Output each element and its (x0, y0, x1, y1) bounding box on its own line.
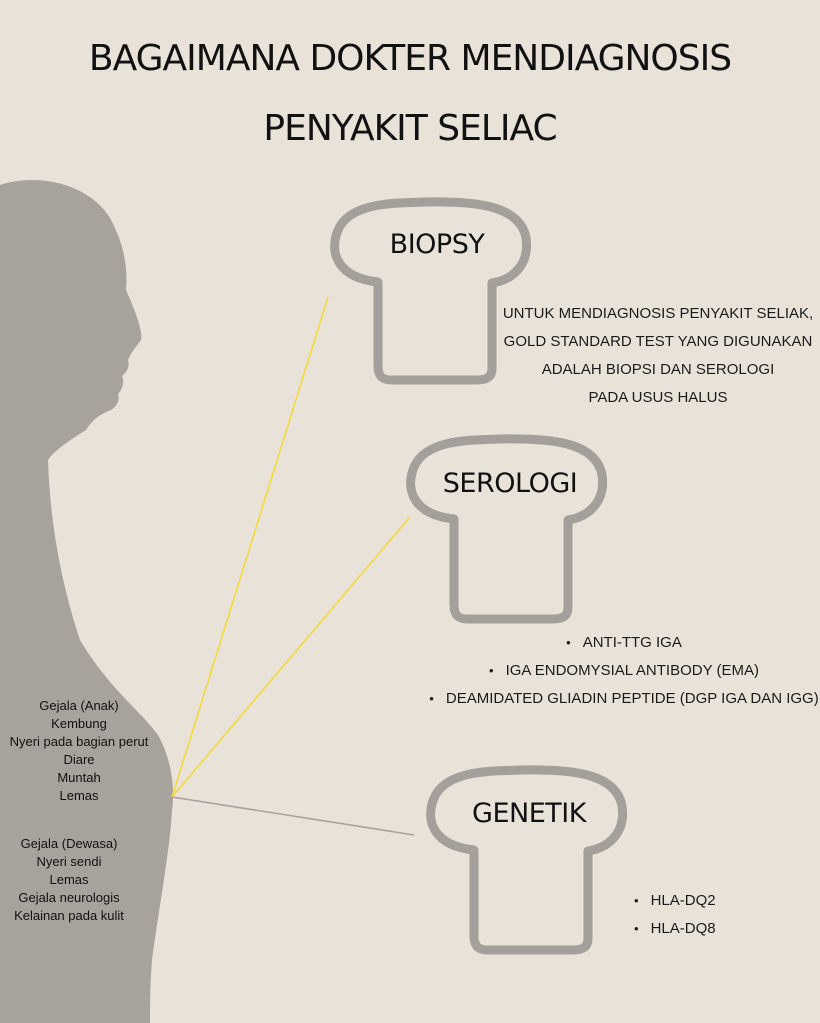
child-symptom-item: Lemas (59, 788, 99, 803)
genetik-label: GENETIK (472, 798, 586, 829)
connector-line-genetik (172, 797, 414, 835)
genetik-list-item: • HLA-DQ8 (634, 915, 716, 943)
adult-symptom-item: Nyeri sendi (36, 854, 102, 869)
serologi-label: SEROLOGI (442, 468, 578, 499)
adult-symptom-item: Gejala neurologis (18, 890, 120, 905)
adult-symptom-item: Lemas (49, 872, 89, 887)
genetik-list (634, 887, 716, 943)
adult-symptom-heading: Gejala (Dewasa) (20, 836, 118, 851)
page-title-line-1: BAGAIMANA DOKTER MENDIAGNOSIS (88, 38, 732, 79)
biopsy-description-line: ADALAH BIOPSI DAN SEROLOGI (541, 361, 775, 378)
biopsy-description-line: PADA USUS HALUS (588, 389, 728, 406)
page-title-line-2: PENYAKIT SELIAC (263, 108, 557, 149)
biopsy-description-line: GOLD STANDARD TEST YANG DIGUNAKAN (503, 333, 813, 350)
child-symptom-item: Diare (63, 752, 95, 767)
child-symptom-heading: Gejala (Anak) (39, 698, 119, 713)
serologi-list-item: • IGA ENDOMYSIAL ANTIBODY (EMA) (428, 657, 820, 685)
child-symptom-item: Nyeri pada bagian perut (9, 734, 149, 749)
serologi-list-item: • ANTI-TTG IGA (428, 629, 820, 657)
connector-line-serologi (172, 517, 410, 797)
serologi-list-item: • DEAMIDATED GLIADIN PEPTIDE (DGP IGA DAN IGG) (428, 685, 820, 713)
biopsy-description (496, 300, 820, 412)
adult-symptom-item: Kelainan pada kulit (14, 908, 124, 923)
adult-symptoms (0, 835, 138, 925)
biopsy-label: BIOPSY (389, 229, 485, 260)
child-symptom-item: Muntah (57, 770, 101, 785)
connector-line-biopsy (172, 297, 328, 797)
genetik-list-item: • HLA-DQ2 (634, 887, 716, 915)
child-symptoms (0, 697, 158, 805)
serologi-list (428, 629, 820, 713)
child-symptom-item: Kembung (51, 716, 107, 731)
serologi-box-shape (411, 439, 603, 619)
genetik-box-shape (431, 770, 623, 950)
biopsy-description-line: UNTUK MENDIAGNOSIS PENYAKIT SELIAK, (502, 305, 814, 322)
